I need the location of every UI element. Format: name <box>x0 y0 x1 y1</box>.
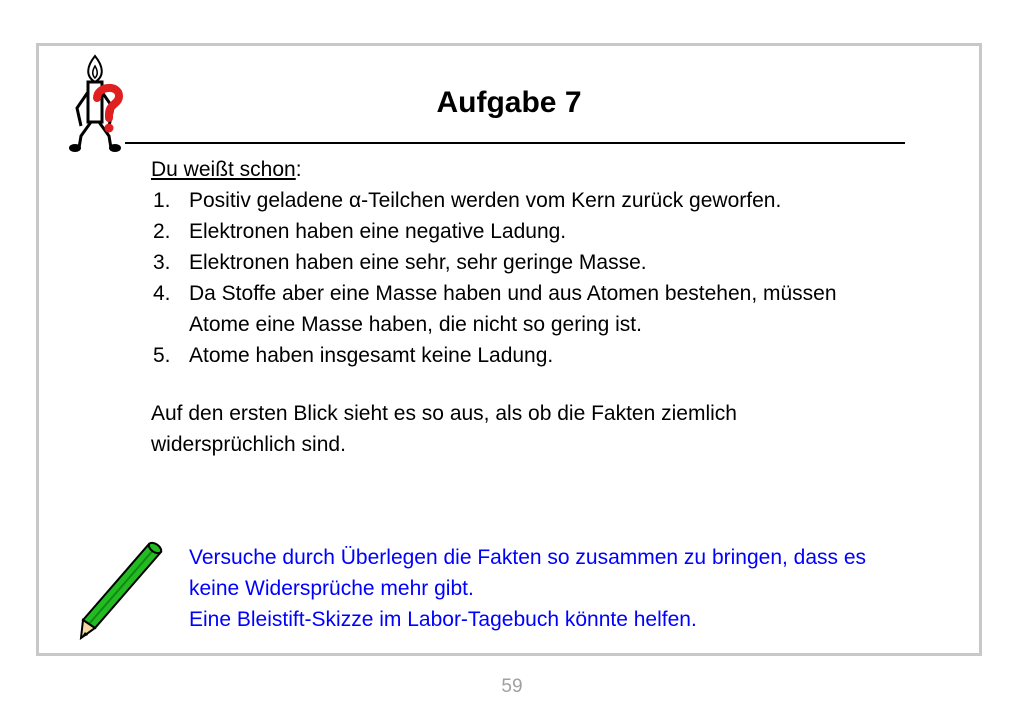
fact-text: Atome haben insgesamt keine Ladung. <box>189 344 554 367</box>
fact-text: Elektronen haben eine sehr, sehr geringe Masse. <box>189 251 647 274</box>
fact-number: 1. <box>153 189 171 212</box>
task-line-2: Eine Bleistift-Skizze im Labor-Tagebuch könnte helfen. <box>189 608 697 631</box>
task-text <box>189 542 909 635</box>
slide-title: Aufgabe 7 <box>436 86 582 119</box>
fact-number: 4. <box>153 282 171 305</box>
facts-list <box>151 185 881 371</box>
fact-text: Da Stoffe aber eine Masse haben und aus Atomen bestehen, müssen Atome eine Masse haben, die nicht so gering ist. <box>189 282 837 336</box>
observation-text: Auf den ersten Blick sieht es so aus, als ob die Fakten ziemlich widersprüchlich sind. <box>151 402 737 456</box>
fact-item <box>151 340 881 371</box>
fact-item <box>151 185 881 216</box>
green-pencil-icon <box>79 540 169 640</box>
page-number: 59 <box>501 676 523 697</box>
spacer <box>151 371 881 398</box>
fact-item <box>151 216 881 247</box>
fact-text: Elektronen haben eine negative Ladung. <box>189 220 567 243</box>
fact-number: 5. <box>153 344 171 367</box>
fact-text: Positiv geladene α-Teilchen werden vom Kern zurück geworfen. <box>189 189 782 212</box>
intro-heading-suffix: : <box>295 158 302 181</box>
task-line-1: Versuche durch Überlegen die Fakten so zusammen zu bringen, dass es keine Widersprüche mehr gibt. <box>189 546 867 600</box>
fact-item <box>151 247 881 278</box>
title-divider <box>125 142 905 144</box>
fact-number: 2. <box>153 220 171 243</box>
intro-heading <box>151 154 881 185</box>
slide <box>36 43 982 656</box>
fact-number: 3. <box>153 251 171 274</box>
intro-heading-underlined: Du weißt schon <box>151 158 296 181</box>
content <box>151 154 881 460</box>
fact-item <box>151 278 881 340</box>
